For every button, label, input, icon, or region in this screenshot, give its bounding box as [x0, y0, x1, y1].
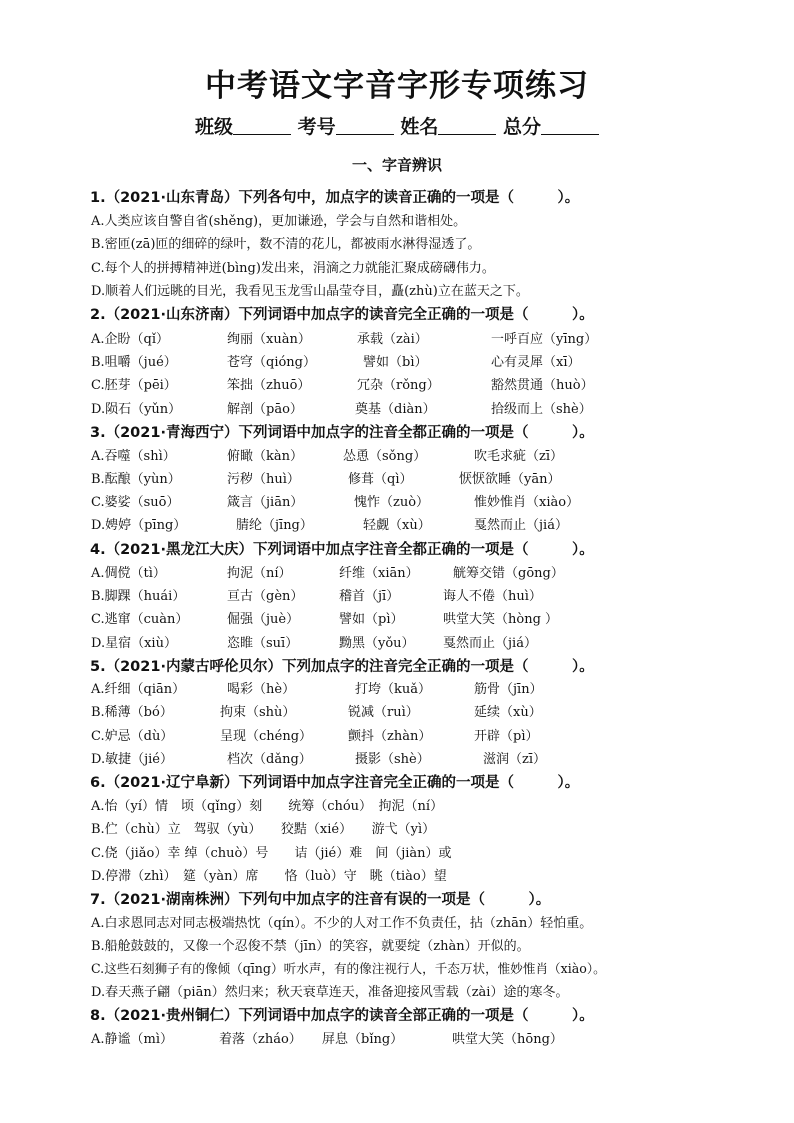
question-7-option-c: C.这些石刻狮子有的像倾（qīng）听水声，有的像注视行人，千态万状，惟妙惟肖（xiào）。 — [91, 961, 606, 976]
question-2-option-d-3: 奠基（diàn） — [355, 402, 436, 417]
question-4-option-a-3: 纤维（xiān） — [339, 566, 419, 581]
question-1-stem: 1.（2021·山东青岛）下列各句中，加点字的读音正确的一项是（ ）。 — [90, 190, 580, 206]
question-4-option-a-4: 觥筹交错（gōng） — [453, 566, 564, 581]
class-blank[interactable] — [233, 116, 291, 135]
question-5-option-b-3: 锐减（ruì） — [348, 705, 419, 720]
question-4-option-a-2: 拘泥（ní） — [227, 566, 292, 581]
question-3-option-b-2: 污秽（huì） — [227, 472, 300, 487]
question-4-option-d-3: 黝黑（yǒu） — [339, 636, 415, 651]
question-4-option-c-3: 譬如（pì） — [339, 612, 404, 627]
question-5-option-d-1: D.敏捷（jié） — [91, 752, 173, 767]
question-3-option-c-4: 惟妙惟肖（xiào） — [474, 495, 580, 510]
question-5-option-d-2: 档次（dǎng） — [227, 752, 312, 767]
question-5-option-c-2: 呈现（chéng） — [220, 729, 313, 744]
question-3-option-d-2: 腈纶（jīng） — [236, 518, 313, 533]
question-2-option-d-4: 拾级而上（shè） — [491, 402, 592, 417]
question-8-option-a-3: 屏息（bǐng） — [322, 1032, 404, 1047]
question-5-option-c-1: C.妒忌（dù） — [91, 729, 174, 744]
question-3-option-b-4: 恹恹欲睡（yān） — [459, 472, 561, 487]
question-2-option-a-4: 一呼百应（yīng） — [491, 332, 598, 347]
question-5-option-a-3: 打垮（kuǎ） — [355, 682, 432, 697]
question-4-option-a-1: A.倜傥（tì） — [91, 566, 166, 581]
question-2-option-b-3: 譬如（bì） — [363, 355, 428, 370]
question-3-option-b-1: B.酝酿（yùn） — [91, 472, 181, 487]
question-5-option-d-3: 摄影（shè） — [355, 752, 430, 767]
question-1-option-d: D.顺着人们远眺的目光，我看见玉龙雪山晶莹夺目，矗(zhù)立在蓝天之下。 — [91, 284, 529, 299]
question-2-option-d-1: D.陨石（yǔn） — [91, 402, 182, 417]
question-2-option-a-2: 绚丽（xuàn） — [227, 332, 311, 347]
question-4-option-b-1: B.脚踝（huái） — [91, 589, 186, 604]
question-1-option-a: A.人类应该自警自省(shěng)，更加谦逊，学会与自然和谐相处。 — [91, 214, 467, 229]
question-3-option-d-3: 轻觑（xù） — [363, 518, 431, 533]
class-label: 班级 — [195, 116, 234, 138]
question-8-option-a-1: A.静谧（mì） — [91, 1032, 174, 1047]
question-5-option-b-4: 延续（xù） — [474, 705, 542, 720]
question-2-stem: 2.（2021·山东济南）下列词语中加点字的读音完全正确的一项是（ ）。 — [90, 307, 594, 323]
question-5-option-b-1: B.稀薄（bó） — [91, 705, 173, 720]
question-2-option-c-1: C.胚芽（pēi） — [91, 378, 177, 393]
question-2-option-c-3: 冗杂（rǒng） — [357, 378, 440, 393]
question-5-option-d-4: 滋润（zī） — [483, 752, 547, 767]
question-8-stem: 8.（2021·贵州铜仁）下列词语中加点字的读音全部正确的一项是（ ）。 — [90, 1008, 594, 1024]
question-6-option-b: B.伫（chù）立 驾驭（yù） 狡黠（xié） 游弋（yì） — [91, 822, 436, 837]
question-6-option-a: A.怡（yí）情 顷（qǐng）刻 统筹（chóu） 拘泥（ní） — [91, 799, 444, 814]
question-2-option-d-2: 解剖（pāo） — [227, 402, 303, 417]
question-7-stem: 7.（2021·湖南株洲）下列句中加点字的注音有误的一项是（ ）。 — [90, 892, 551, 908]
question-1-option-c: C.每个人的拼搏精神迸(bìng)发出来，涓滴之力就能汇聚成磅礴伟力。 — [91, 261, 495, 276]
question-8-option-a-2: 着落（zháo） — [219, 1032, 302, 1047]
page-title: 中考语文字音字形专项练习 — [205, 68, 589, 104]
name-blank[interactable] — [438, 116, 496, 135]
question-6-option-c: C.侥（jiǎo）幸 绰（chuò）号 诘（jié）难 间（jiàn）或 — [91, 846, 452, 861]
question-5-option-c-3: 颤抖（zhàn） — [348, 729, 432, 744]
question-4-option-c-1: C.逃窜（cuàn） — [91, 612, 189, 627]
question-5-stem: 5.（2021·内蒙古呼伦贝尔）下列加点字的注音完全正确的一项是（ ）。 — [90, 659, 594, 675]
score-blank[interactable] — [541, 116, 599, 135]
question-3-option-c-1: C.婆娑（suō） — [91, 495, 180, 510]
question-4-option-d-1: D.星宿（xiù） — [91, 636, 177, 651]
question-4-option-b-3: 稽首（jī） — [339, 589, 400, 604]
question-7-option-a: A.白求恩同志对同志极端热忱（qín）。不少的人对工作不负责任，拈（zhān）轻怕重。 — [91, 916, 593, 931]
question-2-option-a-3: 承载（zài） — [357, 332, 428, 347]
question-4-option-d-2: 恣睢（suī） — [227, 636, 299, 651]
question-3-option-a-3: 怂恿（sǒng） — [343, 449, 427, 464]
question-2-option-b-1: B.咀嚼（jué） — [91, 355, 177, 370]
student-info-line — [0, 112, 794, 139]
question-5-option-a-2: 喝彩（hè） — [227, 682, 296, 697]
question-7-option-b: B.船舱鼓鼓的，又像一个忍俊不禁（jīn）的笑容，就要绽（zhàn）开似的。 — [91, 939, 530, 954]
question-7-option-d: D.春天燕子翩（piān）然归来；秋天衰草连天，准备迎接风雪载（zài）途的寒冬。 — [91, 985, 569, 1000]
question-3-option-a-4: 吹毛求疵（zī） — [474, 449, 564, 464]
question-2-option-c-4: 豁然贯通（huò） — [491, 378, 594, 393]
question-6-stem: 6.（2021·辽宁阜新）下列词语中加点字注音完全正确的一项是（ ）。 — [90, 775, 580, 791]
question-5-option-c-4: 开辟（pì） — [474, 729, 539, 744]
question-5-option-b-2: 拘束（shù） — [220, 705, 296, 720]
question-6-option-d: D.停滞（zhì） 筵（yàn）席 恪（luò）守 眺（tiào）望 — [91, 869, 447, 884]
question-2-option-b-2: 苍穹（qióng） — [227, 355, 317, 370]
question-2-option-c-2: 笨拙（zhuō） — [227, 378, 311, 393]
question-2-option-a-1: A.企盼（qǐ） — [91, 332, 170, 347]
question-4-stem: 4.（2021·黑龙江大庆）下列词语中加点字注音全都正确的一项是（ ）。 — [90, 542, 594, 558]
question-3-option-b-3: 修葺（qì） — [348, 472, 413, 487]
question-5-option-a-1: A.纤细（qiān） — [91, 682, 186, 697]
question-4-option-c-4: 哄堂大笑（hòng ） — [443, 612, 559, 627]
question-3-option-d-4: 戛然而止（jiá） — [474, 518, 568, 533]
question-8-option-a-4: 哄堂大笑（hōng） — [452, 1032, 563, 1047]
question-3-stem: 3.（2021·青海西宁）下列词语中加点字的注音全都正确的一项是（ ）。 — [90, 425, 594, 441]
question-1-option-b: B.密匝(zā)匝的细碎的绿叶，数不清的花儿，都被雨水淋得湿透了。 — [91, 237, 481, 252]
question-4-option-b-2: 亘古（gèn） — [227, 589, 304, 604]
name-label: 姓名 — [400, 116, 439, 138]
question-4-option-c-2: 倔强（juè） — [227, 612, 300, 627]
question-5-option-a-4: 筋骨（jīn） — [474, 682, 543, 697]
question-3-option-a-1: A.吞噬（shì） — [91, 449, 176, 464]
section-heading: 一、字音辨识 — [351, 156, 442, 174]
question-3-option-a-2: 俯瞰（kàn） — [227, 449, 304, 464]
question-4-option-d-4: 戛然而止（jiá） — [443, 636, 537, 651]
question-3-option-c-2: 箴言（jiān） — [227, 495, 304, 510]
exam-number-blank[interactable] — [336, 116, 394, 135]
question-4-option-b-4: 诲人不倦（huì） — [443, 589, 542, 604]
exam-number-label: 考号 — [297, 116, 336, 138]
question-3-option-d-1: D.娉婷（pīng） — [91, 518, 187, 533]
score-label: 总分 — [502, 116, 541, 138]
question-3-option-c-3: 愧怍（zuò） — [354, 495, 430, 510]
question-2-option-b-4: 心有灵犀（xī） — [491, 355, 581, 370]
